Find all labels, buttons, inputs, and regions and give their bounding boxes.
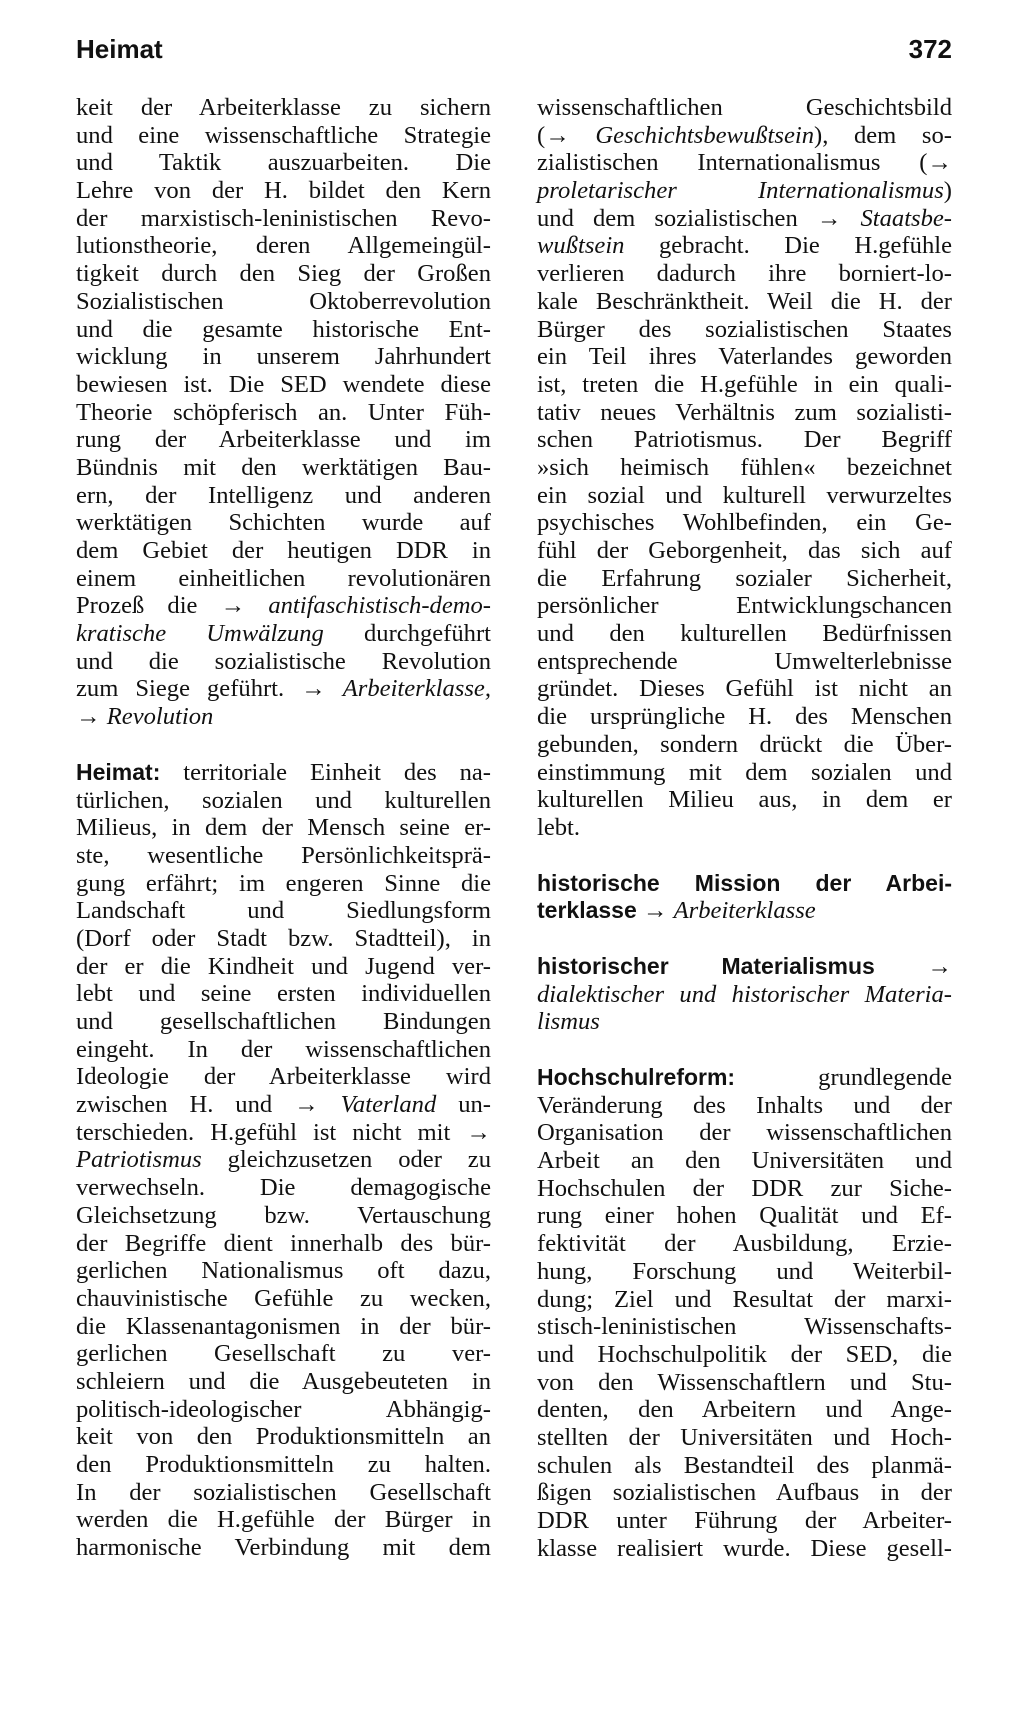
text-line: gung erfährt; im engeren Sinne die	[76, 869, 491, 897]
text-line	[537, 205, 952, 233]
text-line	[76, 759, 491, 787]
arrow-icon: →	[76, 703, 107, 731]
text-line: dem Gebiet der heutigen DDR in	[76, 537, 491, 564]
text-line: gerlichen Nationalismus oft dazu,	[76, 1257, 491, 1285]
text-line: Lehre von der H. bildet den Kern	[76, 177, 491, 205]
text-line: gerlichen Gesellschaft zu ver-	[76, 1340, 491, 1368]
text-line: Arbeit an den Universitäten und	[537, 1147, 952, 1175]
text-run: und dem sozialistischen →	[537, 204, 861, 232]
text-line: ein sozial und kulturell verwurzeltes	[537, 481, 952, 509]
text-line: und Taktik auszuarbeiten. Die	[76, 149, 491, 177]
text-line: wicklung in unserem Jahrhundert	[76, 343, 491, 371]
text-run: zwischen H. und →	[76, 1091, 341, 1119]
entry-headword: Hochschulreform:	[537, 1064, 736, 1090]
text-line: harmonische Verbindung mit dem	[76, 1534, 491, 1562]
text-line: und Hochschulpolitik der SED, die	[537, 1340, 952, 1368]
text-line: tativ neues Verhältnis zum sozialisti-	[537, 398, 952, 426]
entry-headword: historische Mission der Arbei-	[537, 869, 952, 896]
cross-reference-link[interactable]: proletarischer Internationalismus	[537, 177, 944, 205]
text-line: ein Teil ihres Vaterlandes geworden	[537, 343, 952, 371]
text-line: keit von den Produktionsmitteln an	[76, 1423, 491, 1451]
entry-separator	[537, 842, 952, 870]
text-line: Theorie schöpferisch an. Unter Füh-	[76, 398, 491, 426]
text-line	[537, 1008, 952, 1036]
text-run: )	[943, 177, 952, 205]
text-line: die ursprüngliche H. des Menschen	[537, 703, 952, 731]
text-line: und eine wissenschaftliche Strategie	[76, 121, 491, 149]
arrow-icon: →	[636, 897, 674, 925]
text-line: bewiesen ist. Die SED wendete diese	[76, 370, 491, 398]
text-line: stellten der Universitäten und Hoch-	[537, 1423, 952, 1451]
text-run: gebracht. Die H.gefühle	[624, 232, 952, 260]
text-line: von den Wissenschaftlern und Stu-	[537, 1368, 952, 1396]
text-line	[537, 870, 952, 898]
text-line: ern, der Intelligenz und anderen	[76, 481, 491, 509]
text-line	[537, 953, 952, 981]
entry-separator	[537, 1036, 952, 1064]
text-line	[76, 592, 491, 620]
text-line: stisch-leninistischen Wissenschafts-	[537, 1313, 952, 1341]
text-line: »sich heimisch fühlen« bezeichnet	[537, 453, 952, 481]
entry-continuation	[76, 94, 491, 731]
text-line: schulen als Bestandteil des planmä-	[537, 1451, 952, 1479]
text-line: Sozialistischen Oktoberrevolution	[76, 287, 491, 315]
text-line: kulturellen Milieu aus, in dem er	[537, 786, 952, 814]
text-run: ), dem so-	[814, 121, 952, 149]
running-head: Heimat	[76, 34, 163, 64]
text-line: gebunden, sondern drückt die Über-	[537, 730, 952, 758]
entry-headword: Heimat:	[76, 758, 161, 785]
text-line: fektivität der Ausbildung, Erzie-	[537, 1230, 952, 1258]
text-line: einstimmung mit dem sozialen und	[537, 758, 952, 786]
text-line: werktätigen Schichten wurde auf	[76, 509, 491, 537]
text-line: Landschaft und Siedlungsform	[76, 897, 491, 925]
text-line: verlieren dadurch ihre borniert-lo-	[537, 260, 952, 288]
text-line	[537, 981, 952, 1009]
entry-headword: terklasse	[537, 897, 637, 924]
entry-headword: historischer Materialismus	[537, 952, 875, 979]
text-run: durchgeführt	[323, 620, 491, 648]
text-line: tigkeit durch den Sieg der Großen	[76, 260, 491, 288]
text-line: In der sozialistischen Gesellschaft	[76, 1478, 491, 1506]
text-line: denten, den Arbeitern und Ange-	[537, 1396, 952, 1424]
cross-reference-link[interactable]: Geschichtsbewußtsein	[595, 121, 814, 149]
text-line: verwechseln. Die demagogische	[76, 1174, 491, 1202]
text-line: klasse realisiert wurde. Diese gesell-	[537, 1534, 952, 1562]
cross-reference-link[interactable]: Revolution	[106, 703, 214, 731]
text-line: ßigen sozialistischen Aufbaus in der	[537, 1479, 952, 1507]
text-line: schleiern und die Ausgebeuteten in	[76, 1367, 491, 1395]
text-line: Gleichsetzung bzw. Vertauschung	[76, 1201, 491, 1229]
text-line	[537, 122, 952, 150]
text-line: keit der Arbeiterklasse zu sichern	[76, 94, 491, 121]
page-number: 372	[908, 34, 952, 64]
text-line: ste, wesentliche Persönlichkeitsprä-	[76, 841, 491, 869]
text-line: und gesellschaftlichen Bindungen	[76, 1008, 491, 1035]
text-line: einem einheitlichen revolutionären	[76, 564, 491, 592]
text-line: eingeht. In der wissenschaftlichen	[76, 1035, 491, 1063]
text-line: persönlicher Entwicklungschancen	[537, 592, 952, 620]
text-line	[76, 620, 491, 648]
text-run: (→	[537, 121, 596, 149]
cross-reference-link[interactable]: Vaterland	[340, 1091, 437, 1119]
text-line: der Begriffe dient innerhalb des bür-	[76, 1229, 491, 1257]
text-line: der er die Kindheit und Jugend ver-	[76, 952, 491, 980]
cross-reference-link[interactable]: Staatsbe-	[860, 204, 952, 232]
text-line	[76, 675, 491, 703]
cross-reference-link[interactable]: Arbeiterklasse	[673, 897, 816, 925]
text-run: gleichzusetzen oder zu	[201, 1146, 491, 1174]
entry-heimat	[76, 759, 491, 1562]
text-line	[76, 703, 491, 731]
text-line: lebt und seine ersten individuellen	[76, 980, 491, 1008]
entry-historischer-materialismus	[537, 953, 952, 1036]
text-run: territoriale Einheit des na-	[160, 758, 491, 786]
text-line: und die gesamte historische Ent-	[76, 315, 491, 343]
cross-reference-link[interactable]: antifaschistisch-demo-	[268, 592, 491, 620]
text-line: türlichen, sozialen und kulturellen	[76, 786, 491, 814]
cross-reference-link[interactable]: kratische Umwälzung	[76, 620, 324, 648]
cross-reference-link[interactable]: dialektischer und historischer Materia-	[537, 980, 952, 1008]
cross-reference-link[interactable]: lismus	[537, 1008, 600, 1036]
text-run: un-	[436, 1091, 491, 1119]
arrow-icon: →	[874, 952, 952, 980]
text-line: hung, Forschung und Weiterbil-	[537, 1257, 952, 1285]
text-line: entsprechende Umwelterlebnisse	[537, 647, 952, 675]
text-line	[537, 897, 952, 925]
text-line: fühl der Geborgenheit, das sich auf	[537, 537, 952, 564]
text-line: dung; Ziel und Resultat der marxi-	[537, 1285, 952, 1313]
text-line: DDR unter Führung der Arbeiter-	[537, 1507, 952, 1534]
cross-reference-link[interactable]: Arbeiterklasse,	[342, 675, 491, 703]
text-run: grundlegende	[735, 1064, 952, 1091]
text-line: rung einer hohen Qualität und Ef-	[537, 1202, 952, 1230]
text-line: werden die H.gefühle der Bürger in	[76, 1506, 491, 1534]
text-line: die Klassenantagonismen in der bür-	[76, 1312, 491, 1340]
text-line: psychisches Wohlbefinden, ein Ge-	[537, 509, 952, 537]
text-line: lebt.	[537, 813, 581, 841]
text-line: rung der Arbeiterklasse und im	[76, 426, 491, 454]
cross-reference-link[interactable]: wußtsein	[537, 232, 625, 260]
entry-hochschulreform	[537, 1064, 952, 1562]
text-line: terschieden. H.gefühl ist nicht mit →	[76, 1118, 491, 1146]
text-line: Veränderung des Inhalts und der	[537, 1091, 952, 1119]
text-line: Hochschulen der DDR zur Siche-	[537, 1174, 952, 1202]
text-line	[76, 1091, 491, 1119]
text-line: kale Beschränktheit. Weil die H. der	[537, 287, 952, 315]
text-line: der marxistisch-leninistischen Revo-	[76, 204, 491, 232]
text-line: Ideologie der Arbeiterklasse wird	[76, 1063, 491, 1091]
text-line	[537, 1064, 952, 1092]
text-line: und die sozialistische Revolution	[76, 647, 491, 675]
text-line: die Erfahrung sozialer Sicherheit,	[537, 564, 952, 592]
text-line: Bündnis mit den werktätigen Bau-	[76, 453, 491, 481]
left-column	[76, 94, 491, 1562]
entry-historische-mission	[537, 870, 952, 925]
text-line: Organisation der wissenschaftlichen	[537, 1119, 952, 1147]
text-run: zum Siege geführt. →	[76, 675, 343, 703]
text-line: den Produktionsmitteln zu halten.	[76, 1451, 491, 1478]
entry-separator	[537, 925, 952, 953]
right-column	[537, 94, 952, 1562]
text-line	[537, 177, 952, 205]
entry-separator	[76, 731, 491, 759]
text-line: chauvinistische Gefühle zu wecken,	[76, 1284, 491, 1312]
text-line: gründet. Dieses Gefühl ist nicht an	[537, 675, 952, 703]
text-line: schen Patriotismus. Der Begriff	[537, 426, 952, 454]
text-run: Prozeß die →	[76, 592, 269, 620]
text-line: und den kulturellen Bedürfnissen	[537, 620, 952, 648]
text-line: (Dorf oder Stadt bzw. Stadtteil), in	[76, 924, 491, 952]
cross-reference-link[interactable]: Patriotismus	[76, 1146, 202, 1174]
text-line	[537, 232, 952, 260]
text-line: Milieus, in dem der Mensch seine er-	[76, 814, 491, 842]
text-line: zialistischen Internationalismus (→	[537, 149, 952, 177]
page-header	[76, 34, 952, 74]
text-line: ist, treten die H.gefühle in ein quali-	[537, 370, 952, 398]
text-line: politisch-ideologischer Abhängig-	[76, 1395, 491, 1423]
text-line	[76, 1146, 491, 1174]
text-line: wissenschaftlichen Geschichtsbild	[537, 94, 952, 121]
text-line: lutionstheorie, deren Allgemeingül-	[76, 232, 491, 260]
entry-heimat-continued	[537, 94, 952, 842]
text-line: Bürger des sozialistischen Staates	[537, 315, 952, 343]
